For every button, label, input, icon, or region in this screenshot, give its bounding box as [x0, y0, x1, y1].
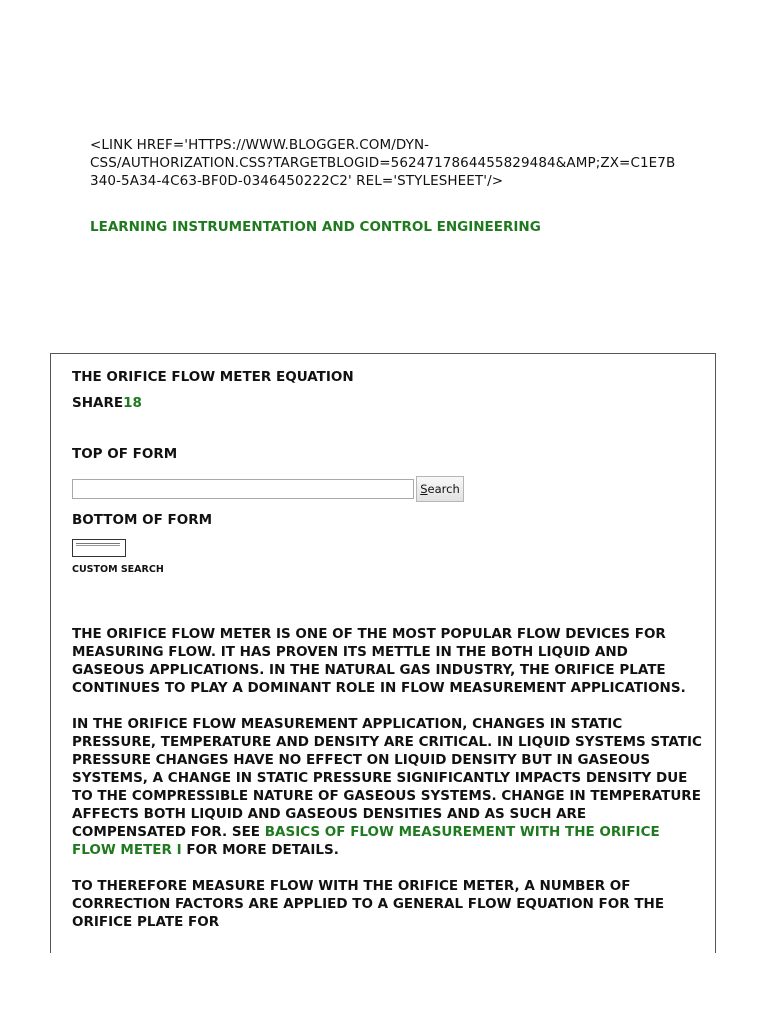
post-container [50, 353, 716, 953]
link-line-1: <LINK HREF='HTTPS://WWW.BLOGGER.COM/DYN- [90, 137, 430, 153]
search-button[interactable] [416, 476, 464, 502]
paragraph-2-text-c: FOR MORE DETAILS. [181, 842, 339, 858]
search-input[interactable] [72, 479, 414, 499]
share-row[interactable] [72, 394, 702, 412]
paragraph-2-text-a: IN THE ORIFICE FLOW MEASUREMENT APPLICATION, CHANGES IN STATIC PRESSURE, TEMPERATURE AND DENSITY ARE CRITICAL. IN LIQUID SYSTEMS STATIC PRESSURE CHANGES HAVE NO EFFECT ON LIQUID DENSITY BUT IN GASEOUS SYSTEMS, A CHANGE IN STATIC PRESSURE SIGNIFICANTLY IMPACTS DENSITY DUE TO THE COMPRESSIBLE NATURE OF GASEOUS SYSTEMS. CHANGE IN TEMPERATURE AFFECTS BOTH LIQUID AND GASEOUS DENSITIES AND AS SUCH ARE [72, 716, 702, 822]
stylesheet-link-text [90, 136, 690, 190]
custom-search-label: CUSTOM SEARCH [72, 564, 164, 575]
link-line-2: CSS/AUTHORIZATION.CSS?TARGETBLOGID=5624717864455829484&AMP;ZX=C1E7B [90, 155, 676, 171]
search-button-label-rest: earch [427, 481, 460, 496]
paragraph-2-text-b: COMPENSATED FOR. SEE [72, 824, 265, 840]
share-label[interactable]: SHARE [72, 395, 124, 411]
bottom-of-form-label: BOTTOM OF FORM [72, 512, 213, 528]
top-of-form-label: TOP OF FORM [72, 446, 178, 462]
share-count[interactable]: 18 [123, 395, 142, 411]
post-title: THE ORIFICE FLOW METER EQUATION [72, 369, 354, 385]
paragraph-1: THE ORIFICE FLOW METER IS ONE OF THE MOST POPULAR FLOW DEVICES FOR MEASURING FLOW. IT HAS PROVEN ITS METTLE IN THE BOTH LIQUID AND GASEOUS APPLICATIONS. IN THE NATURAL GAS INDUSTRY, THE ORIFICE PLATE CONTINUES TO PLAY A DOMINANT ROLE IN FLOW MEASUREMENT APPLICATIONS. [72, 626, 686, 696]
custom-search-logo-box [72, 539, 126, 557]
article-body [72, 625, 702, 931]
paragraph-3: TO THEREFORE MEASURE FLOW WITH THE ORIFICE METER, A NUMBER OF CORRECTION FACTORS ARE APPLIED TO A GENERAL FLOW EQUATION FOR THE ORIFICE PLATE FOR [72, 878, 665, 930]
paragraph-2 [72, 715, 702, 859]
custom-search-logo-lines [76, 543, 120, 544]
search-button-accesskey: S [420, 481, 428, 496]
link-line-3: 340-5A34-4C63-BF0D-0346450222C2' REL='STYLESHEET'/> [90, 173, 504, 189]
blog-title-link[interactable]: LEARNING INSTRUMENTATION AND CONTROL ENGINEERING [90, 219, 541, 235]
post-content [72, 368, 702, 949]
search-form [72, 476, 702, 501]
basics-of-flow-measurement-link[interactable]: BASICS OF FLOW MEASUREMENT WITH THE ORIFICE FLOW METER I [72, 824, 660, 858]
